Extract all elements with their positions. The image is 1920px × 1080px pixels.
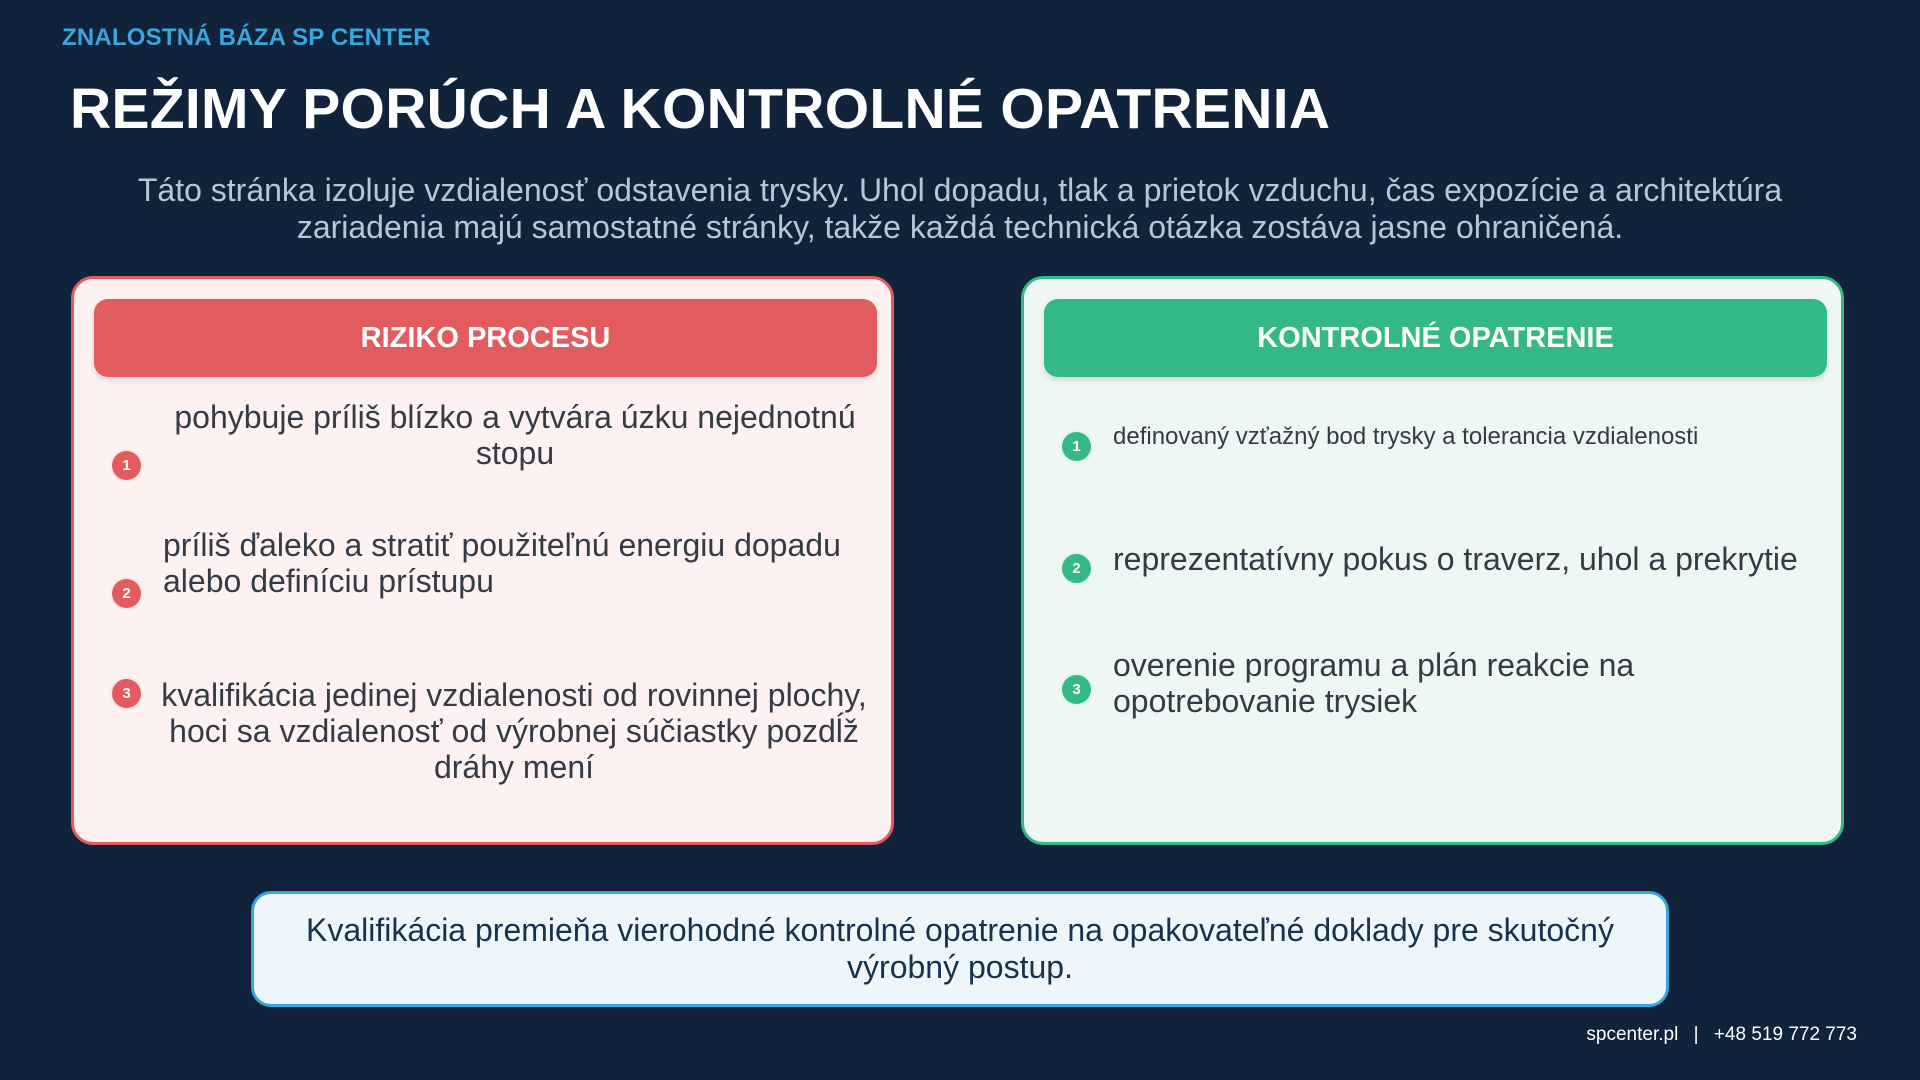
risk-number-badge: 3	[110, 677, 143, 710]
control-number-badge: 1	[1060, 430, 1093, 463]
page-title: REŽIMY PORÚCH A KONTROLNÉ OPATRENIA	[70, 77, 1331, 141]
risk-item-text: kvalifikácia jedinej vzdialenosti od rovinnej plochy, hoci sa vzdialenosť od výrobnej súčiastky pozdĺž dráhy mení	[161, 677, 867, 785]
contact-info	[1586, 1024, 1857, 1046]
key-statement-text: Kvalifikácia premieňa vierohodné kontrolné opatrenie na opakovateľné doklady pre skutočný výrobný postup.	[306, 912, 1614, 985]
risk-number-badge: 2	[110, 577, 143, 610]
risk-item-text: príliš ďaleko a stratiť použiteľnú energiu dopadu alebo definíciu prístupu	[163, 527, 841, 599]
control-item-text: overenie programu a plán reakcie na opotrebovanie trysiek	[1113, 647, 1635, 719]
control-item-text: definovaný vzťažný bod trysky a tolerancia vzdialenosti	[1113, 423, 1699, 450]
risk-panel-heading: RIZIKO PROCESU	[94, 299, 877, 377]
risk-panel	[71, 276, 894, 845]
phone-number[interactable]: +48 519 772 773	[1713, 1024, 1857, 1045]
website-link[interactable]: spcenter.pl	[1586, 1024, 1679, 1045]
control-number-badge: 2	[1060, 552, 1093, 585]
key-statement-box	[251, 891, 1669, 1007]
kicker-label: ZNALOSTNÁ BÁZA SP CENTER	[62, 24, 431, 51]
control-number-badge: 3	[1060, 673, 1093, 706]
contact-separator: |	[1693, 1024, 1699, 1045]
control-panel	[1021, 276, 1844, 845]
intro-text: Táto stránka izoluje vzdialenosť odstavenia trysky. Uhol dopadu, tlak a prietok vzduchu, čas expozície a architektúra zariadenia majú samostatné stránky, takže každá technická otázka zostáva jasne ohraničená.	[137, 172, 1783, 245]
control-item-text: reprezentatívny pokus o traverz, uhol a prekrytie	[1113, 541, 1798, 577]
control-panel-heading: KONTROLNÉ OPATRENIE	[1044, 299, 1827, 377]
risk-item-text: pohybuje príliš blízko a vytvára úzku nejednotnú stopu	[174, 399, 856, 471]
risk-number-badge: 1	[110, 449, 143, 482]
